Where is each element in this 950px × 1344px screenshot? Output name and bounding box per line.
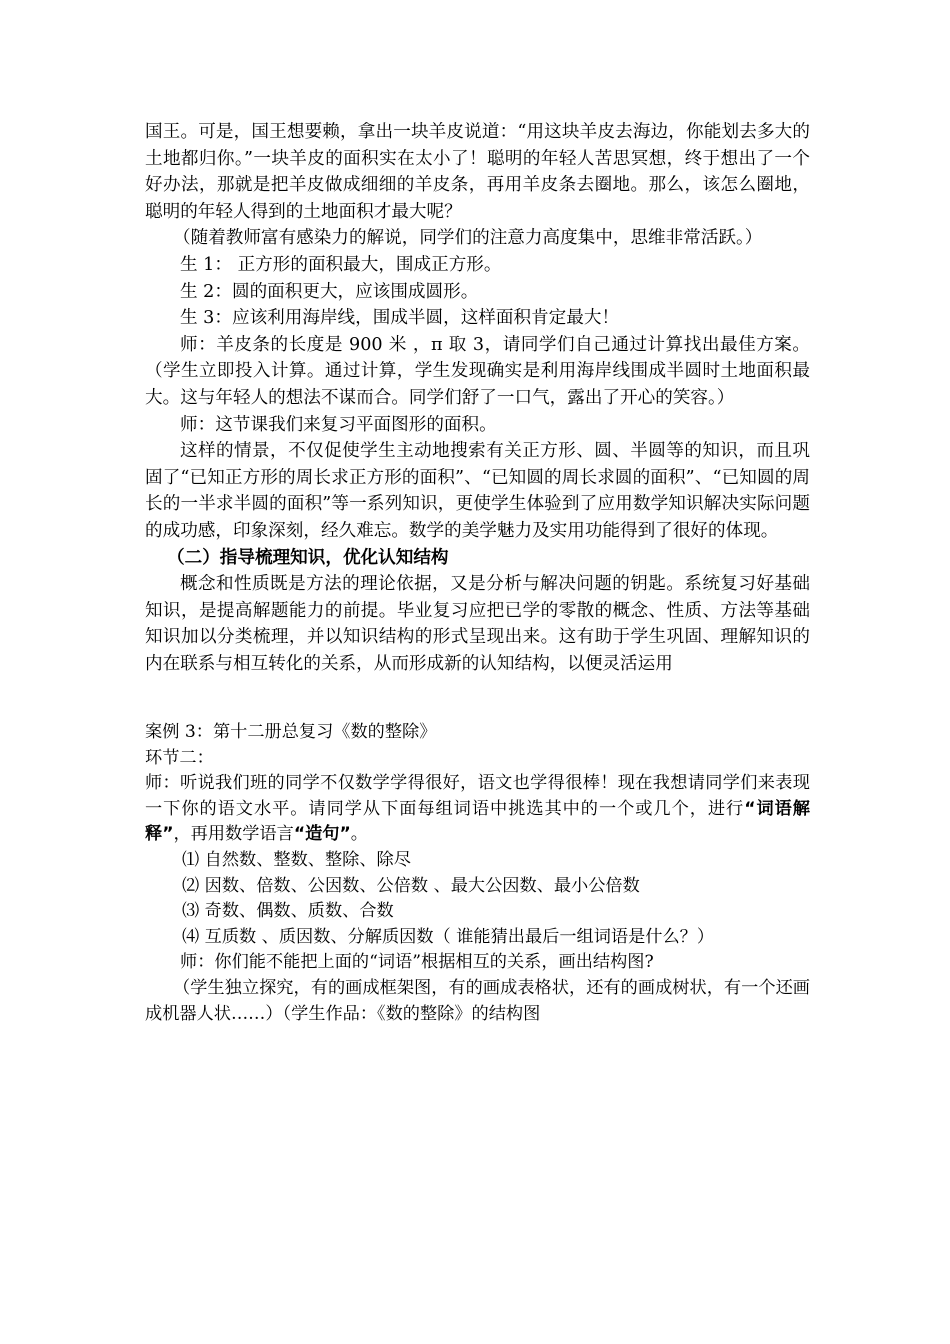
- teacher-intro-text-b: ，再用数学语言: [173, 824, 294, 845]
- reflection-paragraph: 这样的情景，不仅促使学生主动地搜索有关正方形、圆、半圆等的知识，而且巩固了“已知正方形的周长求正方形的面积”、“已知圆的周长求圆的面积”、“已知圆的周长的一半求半圆的面积”等一系列知识，更使学生体验到了应用数学知识解决实际问题的成功感，印象深刻，经久难忘。数学的美学魅力及实用功能得到了很好的体现。: [145, 441, 810, 541]
- story-intro-paragraph: 国王。可是，国王想要赖，拿出一块羊皮说道：“用这块羊皮去海边，你能划去多大的土地都归你。”一块羊皮的面积实在太小了！聪明的年轻人苦思冥想，终于想出了一个好办法，那就是把羊皮做成细细的羊皮条，再用羊皮条去圈地。那么，该怎么圈地，聪明的年轻人得到的土地面积才最大呢？: [145, 122, 810, 222]
- case-section: [145, 720, 810, 1027]
- term-explain: “词语解释”: [145, 798, 810, 845]
- student-2-answer: 生 2：圆的面积更大，应该围成圆形。: [180, 281, 479, 302]
- case-title: 案例 3：第十二册总复习《数的整除》: [145, 722, 437, 742]
- concept-paragraph: 概念和性质既是方法的理论依据，又是分析与解决问题的钥匙。系统复习好基础知识，是提高解题能力的前提。毕业复习应把已学的零散的概念、性质、方法等基础知识加以分类梳理，并以知识结构的形式呈现出来。这有助于学生巩固、理解知识的内在联系与相互转化的关系，从而形成新的认知结构，以便灵活运用: [145, 574, 810, 674]
- teacher-topic-line: 师：这节课我们来复习平面图形的面积。: [180, 414, 497, 435]
- teacher-intro-text-a: 师：听说我们班的同学不仅数学学得很好，语文也学得很棒！现在我想请同学们来表现一下你的语文水平。请同学从下面每组词语中挑选其中的一个或几个，进行: [145, 773, 810, 819]
- teacher-intro-text-c: 。: [350, 824, 368, 845]
- class-reaction-paragraph: （随着教师富有感染力的解说，同学们的注意力高度集中，思维非常活跃。）: [173, 228, 763, 249]
- student-1-answer: 生 1： 正方形的面积最大，围成正方形。: [180, 254, 502, 275]
- student-work-paragraph: （学生独立探究，有的画成框架图，有的画成表格状，还有的画成树状，有一个还画成机器人状……）（学生作品：《数的整除》的结构图: [145, 977, 810, 1024]
- teacher-calculation-paragraph: 师：羊皮条的长度是 900 米 ，π 取 3，请同学们自己通过计算找出最佳方案。（学生立即投入计算。通过计算，学生发现确实是利用海岸线围成半圆时土地面积最大。这与年轻人的想法不谋而合。同学们舒了一口气，露出了开心的笑容。）: [145, 334, 810, 408]
- word-group-item: ⑷ 互质数 、质因数、分解质因数（ 谁能猜出最后一组词语是什么？）: [182, 926, 715, 947]
- term-sentence: “造句”: [293, 824, 351, 845]
- student-3-answer: 生 3：应该利用海岸线，围成半圆，这样面积肯定最大！: [180, 308, 620, 329]
- word-group-item: ⑴ 自然数、整数、整除、除尽: [182, 849, 411, 870]
- word-group-item: ⑶ 奇数、偶数、质数、合数: [182, 901, 394, 922]
- teacher-question-line: 师：你们能不能把上面的“词语”根据相互的关系，画出结构图?: [180, 952, 654, 973]
- word-group-item: ⑵ 因数、倍数、公因数、公倍数 、最大公因数、最小公倍数: [182, 875, 640, 896]
- story-section: [145, 119, 810, 677]
- section-heading: （二）指导梳理知识，优化认知结构: [167, 547, 449, 568]
- teacher-intro-paragraph: [145, 771, 810, 848]
- stage-label: 环节二：: [145, 747, 214, 768]
